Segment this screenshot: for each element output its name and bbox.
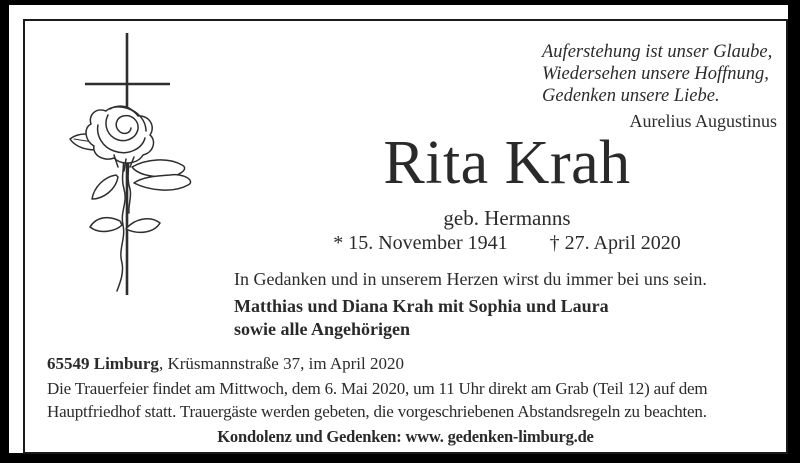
funeral-info-line: Hauptfriedhof statt. Trauergäste werden gebeten, die vorgeschriebenen Abstandsregeln zu beachten. [47,402,707,421]
death-date: † 27. April 2020 [549,232,681,254]
city-postal: 65549 Limburg [47,354,159,373]
mourners-line: sowie alle Angehörigen [234,319,410,339]
tribute-sentence: In Gedanken und in unserem Herzen wirst du immer bei uns sein. [234,269,707,289]
quote-line: Gedenken unsere Liebe. [542,86,720,106]
cross-rose-icon [60,25,220,305]
birth-date: * 15. November 1941 [333,232,508,254]
maiden-name: geb. Hermanns [443,206,571,230]
mourners-names [234,295,609,341]
funeral-info-line: Die Trauerfeier findet am Mittwoch, dem 6. Mai 2020, um 11 Uhr direkt am Grab (Teil 12) auf dem [47,379,708,398]
address-line [47,352,404,375]
condolence-footer: Kondolenz und Gedenken: www. gedenken-limburg.de [217,427,594,446]
funeral-info [47,377,777,423]
obituary-paper [9,5,788,453]
memorial-quote [542,41,777,132]
quote-line: Auferstehung ist unser Glaube, [542,42,773,62]
quote-line: Wiedersehen unsere Hoffnung, [542,64,769,84]
deceased-name: Rita Krah [383,129,631,197]
street-date: , Krüsmannstraße 37, im April 2020 [158,354,404,373]
mourners-line: Matthias und Diana Krah mit Sophia und Laura [234,296,609,316]
quote-attribution: Aurelius Augustinus [629,111,777,131]
life-dates [237,231,777,255]
